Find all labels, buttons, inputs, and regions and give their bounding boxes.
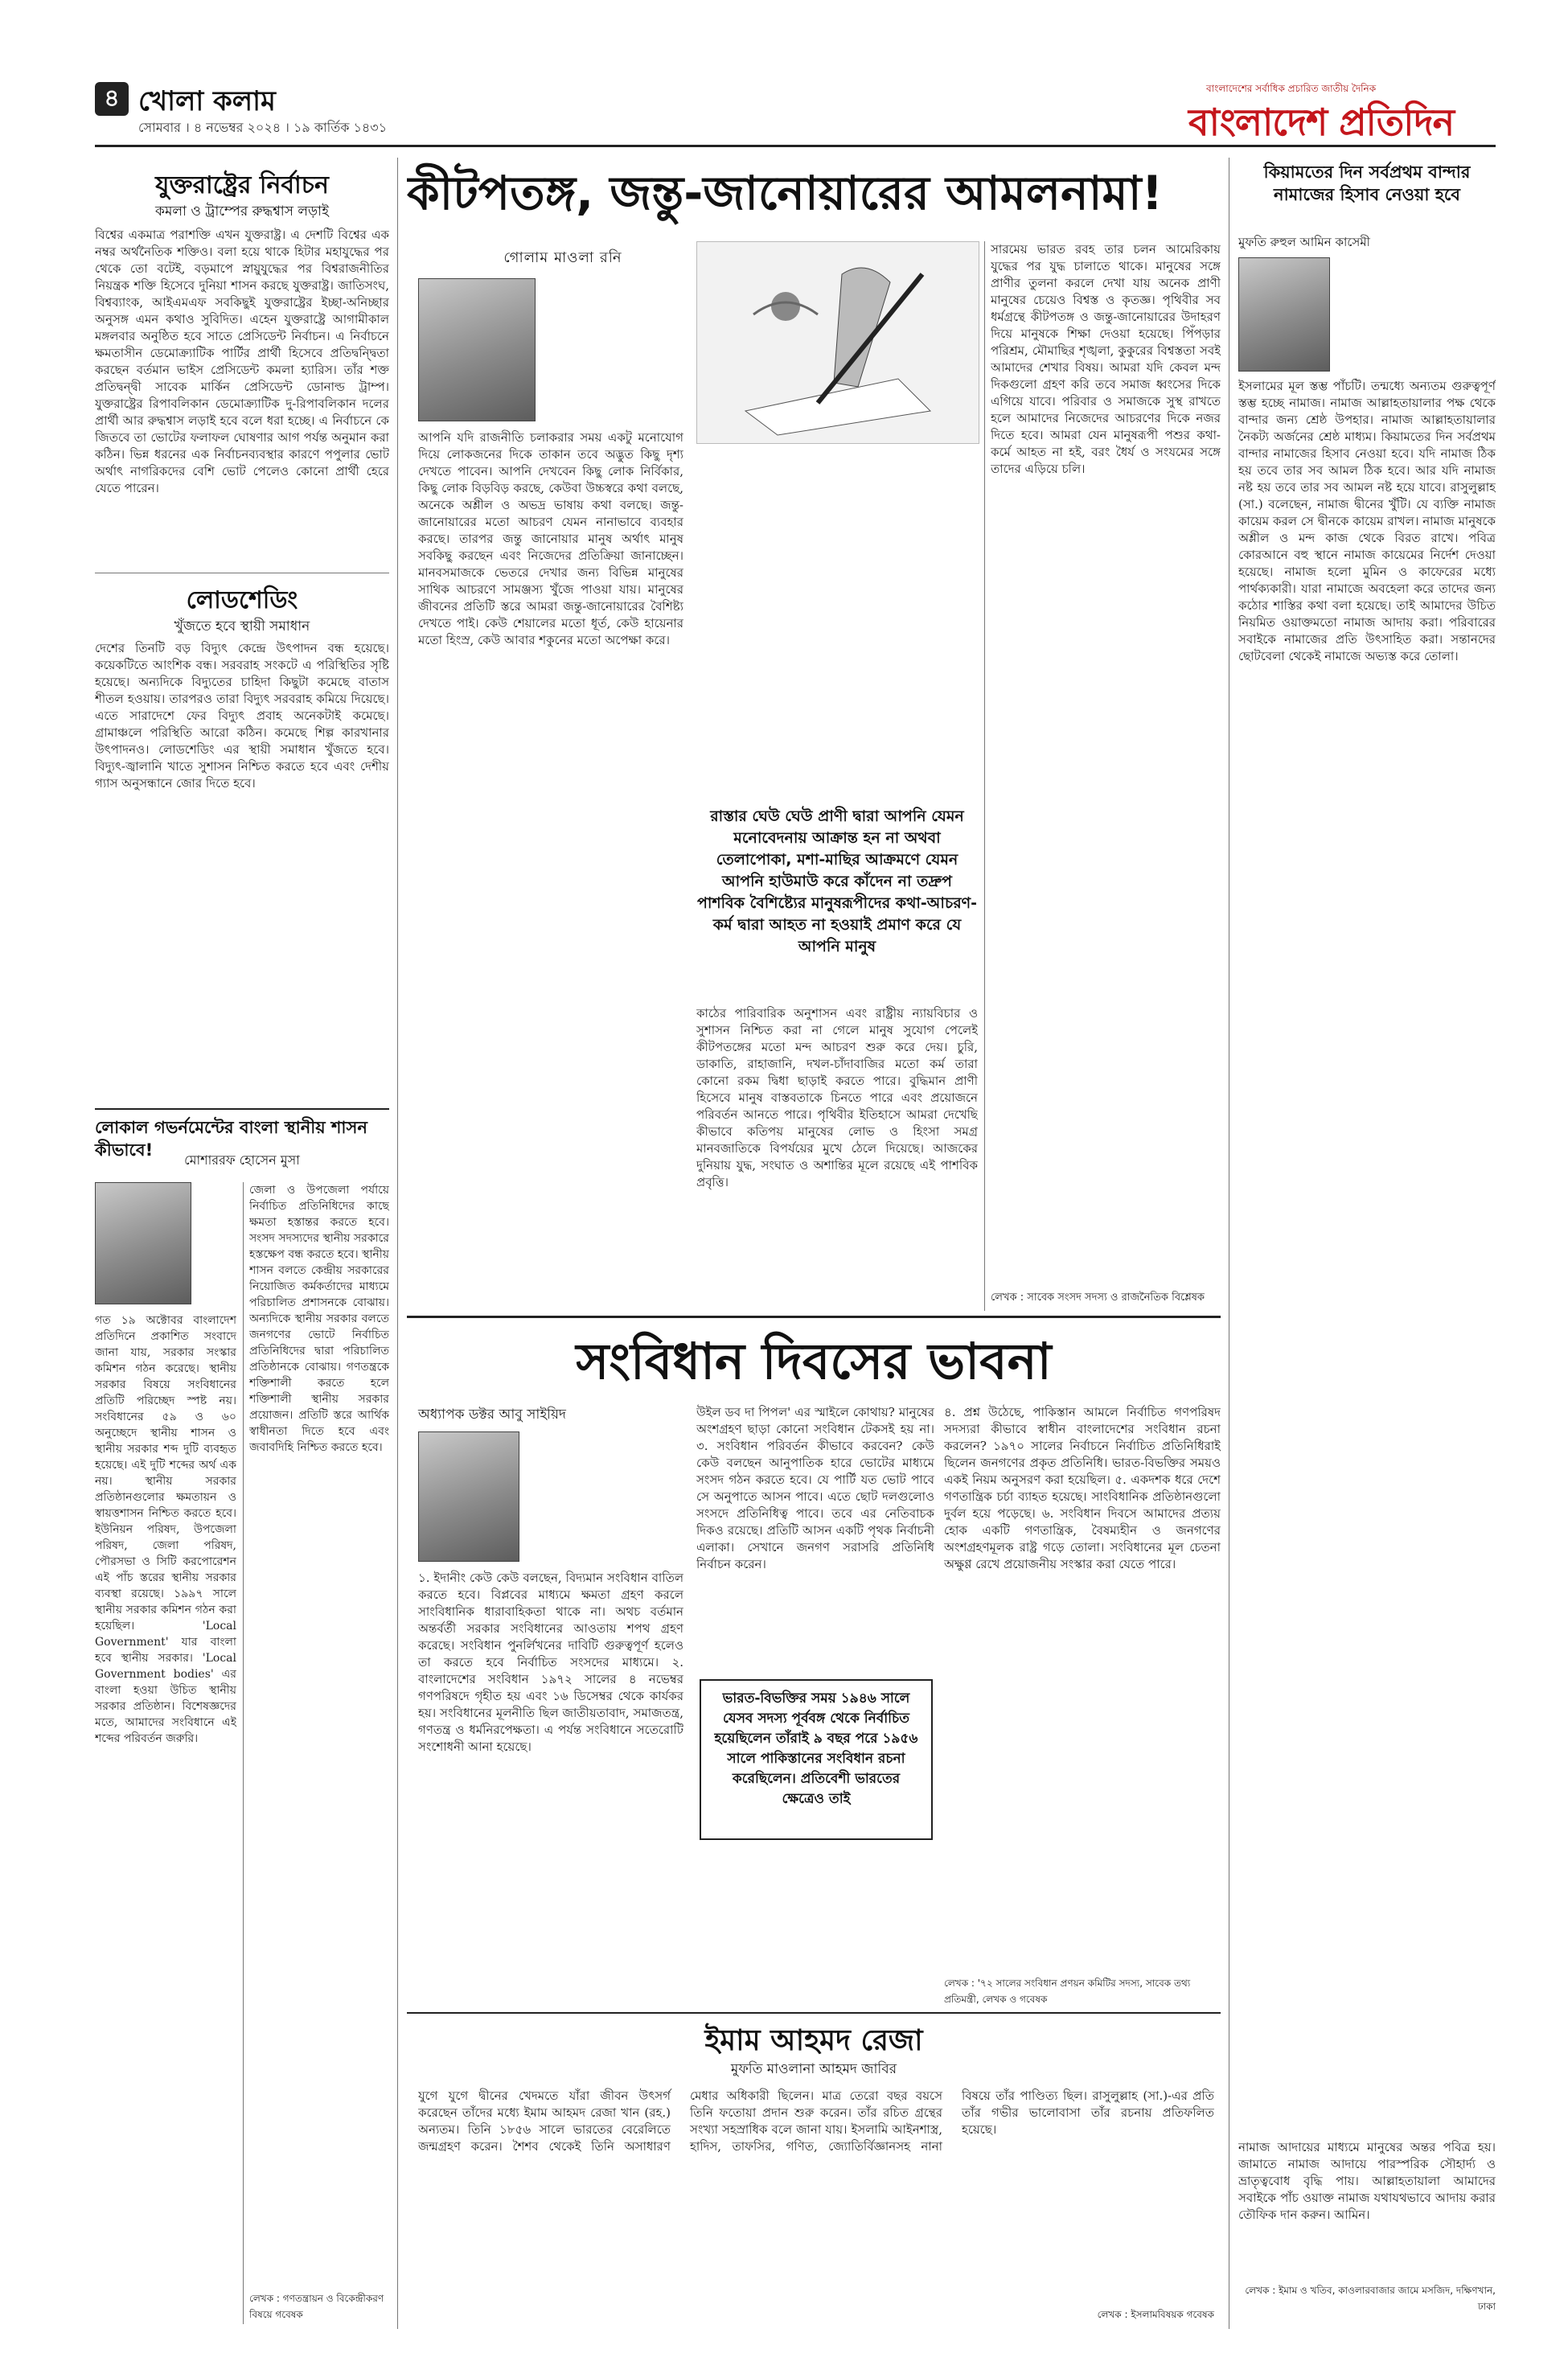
loadshedding-bottom-rule <box>95 1108 389 1110</box>
kit-body: আপনি যদি রাজনীতি চলাকরার সময় একটু মনোযোগ দিয়ে লোকজনের দিকে তাকান তবে অদ্ভুত কিছু দৃশ্য দেখতে পাবেন। আপনি দেখবেন কিছু লোক নির্বিকার, কিছু লোক বিড়বিড় করছে, কেউবা উচ্চস্বরে কথা বলছে, অনেকে অশ্লীল ও অভদ্র ভাষায় কথা বলছে। জন্তু-জানোয়ারের মতো আচরণ যেমন নানাভাবে ব্যবহার করছে। তারপর জন্তু জানোয়ার মানুষ অর্থাৎ মানুষ সবকিছু করছেন এবং নিজেদের প্রতিক্রিয়া জানাচ্ছেন। মানবসমাজকে ভেতরে দেখার জন্য বিভিন্ন মানুষের সাথিক আচরণে সামঞ্জস্য খুঁজে পাওয়া যায়। মানুষের জীবনের প্রতিটি স্তরে আমরা জন্তু-জানোয়ারের বৈশিষ্ট্য দেখতে পাই। কেউ শেয়ালের মতো ধূর্ত, কেউ হায়েনার মতো হিংস্র, কেউ আবার শকুনের মতো অপেক্ষা করে। <box>418 430 683 647</box>
us-election-subtitle: কমলা ও ট্রাম্পের রুদ্ধশ্বাস লড়াই <box>155 203 329 220</box>
masthead-tagline: বাংলাদেশের সর্বাধিক প্রচারিত জাতীয় দৈনিক <box>1206 83 1377 94</box>
kit-illustration <box>696 241 979 444</box>
local-gov-col-divider <box>243 1182 244 2324</box>
kiyamat-body: ইসলামের মূল স্তম্ভ পাঁচটি। তন্মধ্যে অন্যতম গুরুত্বপূর্ণ স্তম্ভ হচ্ছে নামাজ। নামাজ আল্লাহতায়ালার পক্ষ থেকে বান্দার জন্য শ্রেষ্ঠ উপহার। নামাজ আল্লাহতায়ালার নৈকট্য অর্জনের শ্রেষ্ঠ মাধ্যম। কিয়ামতের দিন সর্বপ্রথম বান্দার নামাজের হিসাব নেওয়া হবে। যদি নামাজ ঠিক হয় তবে তার সব আমল ঠিক হবে। আর যদি নামাজ নষ্ট হয় তবে তার সব আমল নষ্ট হয়ে যাবে। রাসুলুল্লাহ (সা.) বলেছেন, নামাজ দ্বীনের খুঁটি। যে ব্যক্তি নামাজ কায়েম করল সে দ্বীনকে কায়েম রাখল। নামাজ মানুষকে অশ্লীল ও মন্দ কাজ থেকে বিরত রাখে। পবিত্র কোরআনে বহু স্থানে নামাজ কায়েমের নির্দেশ দেওয়া হয়েছে। নামাজ হলো মুমিন ও কাফেরের মধ্যে পার্থক্যকারী। যারা নামাজে অবহেলা করে তাদের জন্য কঠোর শাস্তির কথা বলা হয়েছে। তাই আমাদের উচিত নিয়মিত ওয়াক্তমতো নামাজ আদায় করা। পরিবারের সবাইকে নামাজের প্রতি উৎসাহিত করা। সন্তানদের ছোটবেলা থেকেই নামাজে অভ্যস্ত করে তোলা। <box>1238 379 1496 663</box>
kiyamat-body-2: নামাজ আদায়ের মাধ্যমে মানুষের অন্তর পবিত্র হয়। জামাতে নামাজ আদায়ে পারস্পরিক সৌহার্দ্য ও ভ্রাতৃত্ববোধ বৃদ্ধি পায়। আল্লাহতায়ালা আমাদের সবাইকে পাঁচ ওয়াক্ত নামাজ যথাযথভাবে আদায় করার তৌফিক দান করুন। আমিন। <box>1238 2140 1496 2222</box>
sangbidhan-title: সংবিধান দিবসের ভাবনা <box>576 1332 1052 1390</box>
kit-author-photo <box>418 278 536 421</box>
loadshedding-subtitle: খুঁজতে হবে স্থায়ী সমাধান <box>174 618 310 635</box>
sangbidhan-body: ১. ইদানীং কেউ কেউ বলছেন, বিদ্যমান সংবিধান বাতিল করতে হবে। বিপ্লবের মাধ্যমে ক্ষমতা গ্রহণ করলে সাংবিধানিক ধারাবাহিকতা থাকে না। অথচ বর্তমান অন্তর্বর্তী সরকার সংবিধানের আওতায় শপথ গ্রহণ করেছে। সংবিধান পুনর্লিখনের দাবিটি গুরুত্বপূর্ণ হলেও তা করতে হবে নির্বাচিত সংসদের মাধ্যমে। ২. বাংলাদেশের সংবিধান ১৯৭২ সালের ৪ নভেম্বর গণপরিষদে গৃহীত হয় এবং ১৬ ডিসেম্বর থেকে কার্যকর হয়। সংবিধানের মূলনীতি ছিল জাতীয়তাবাদ, সমাজতন্ত্র, গণতন্ত্র ও ধর্মনিরপেক্ষতা। এ পর্যন্ত সংবিধানে সতেরোটি সংশোধনী আনা হয়েছে। <box>418 1571 683 1754</box>
kit-body-3: সারমেয় ভারত রবহ তার চলন আমেরিকায় যুদ্ধের পর যুদ্ধ চালাতে থাকে। মানুষের সঙ্গে প্রাণীর তুলনা করলে দেখা যায় অনেক প্রাণী মানুষের চেয়েও বিশ্বস্ত ও কৃতজ্ঞ। পৃথিবীর সব ধর্মগ্রন্থে কীটপতঙ্গ ও জন্তু-জানোয়ারের উদাহরণ দিয়ে মানুষকে শিক্ষা দেওয়া হয়েছে। পিঁপড়ার পরিশ্রম, মৌমাছির শৃঙ্খলা, কুকুরের বিশ্বস্ততা সবই আমাদের শেখার বিষয়। আমরা যদি কেবল মন্দ দিকগুলো গ্রহণ করি তবে সমাজ ধ্বংসের দিকে এগিয়ে যাবে। পরিবার ও সমাজকে সুস্থ রাখতে হলে আমাদের নিজেদের আচরণের দিকে নজর দিতে হবে। আমরা যেন মানুষরূপী পশুর কথা-কর্মে আহত না হই, বরং ধৈর্য ও সংযমের সঙ্গে তাদের এড়িয়ে চলি। <box>991 242 1221 476</box>
kit-author: গোলাম মাওলা রনি <box>503 249 622 266</box>
loadshedding-body: দেশের তিনটি বড় বিদ্যুৎ কেন্দ্রে উৎপাদন বন্ধ হয়েছে। কয়েকটিতে আংশিক বন্ধ। সরবরাহ সংকটে এ পরিস্থিতির সৃষ্টি হয়েছে। অন্যদিকে বিদ্যুতের চাহিদা কিছুটা কমেছে বাতাস শীতল হওয়ায়। তারপরও তারা বিদ্যুৎ সরবরাহ কমিয়ে দিয়েছে। এতে সারাদেশে ফের বিদ্যুৎ প্রবাহ অনেকটাই কমেছে। গ্রামাঞ্চলে পরিস্থিতি আরো কঠিন। কমেছে শিল্প কারখানার উৎপাদনও। লোডশেডিং এর স্থায়ী সমাধান খুঁজতে হবে। বিদ্যুৎ-জ্বালানি খাতে সুশাসন নিশ্চিত করতে হবে এবং দেশীয় গ্যাস অনুসন্ধানে জোর দিতে হবে। <box>95 641 389 791</box>
loadshedding-title: লোডশেডিং <box>186 586 298 614</box>
local-gov-footer: লেখক : গণতন্ত্রায়ন ও বিকেন্দ্রীকরণ বিষয়ে গবেষক <box>249 2293 384 2320</box>
local-gov-body-2: জেলা ও উপজেলা পর্যায়ে নির্বাচিত প্রতিনিধিদের কাছে ক্ষমতা হস্তান্তর করতে হবে। সংসদ সদস্যদের স্থানীয় সরকারে হস্তক্ষেপ বন্ধ করতে হবে। স্থানীয় শাসন বলতে কেন্দ্রীয় সরকারের নিয়োজিত কর্মকর্তাদের মাধ্যমে পরিচালিত প্রশাসনকে বোঝায়। অন্যদিকে স্থানীয় সরকার বলতে জনগণের ভোটে নির্বাচিত প্রতিনিধিদের দ্বারা পরিচালিত প্রতিষ্ঠানকে বোঝায়। গণতন্ত্রকে শক্তিশালী করতে হলে শক্তিশালী স্থানীয় সরকার প্রয়োজন। প্রতিটি স্তরে আর্থিক স্বাধীনতা দিতে হবে এবং জবাবদিহি নিশ্চিত করতে হবে। <box>249 1184 389 1454</box>
local-gov-body: গত ১৯ অক্টোবর বাংলাদেশ প্রতিদিনে প্রকাশিত সংবাদে জানা যায়, সরকার সংস্কার কমিশন গঠন করেছে। স্থানীয় সরকার বিষয়ে সংবিধানের প্রতিটি পরিচ্ছেদ স্পষ্ট নয়। সংবিধানের ৫৯ ও ৬০ অনুচ্ছেদে স্থানীয় শাসন ও স্থানীয় সরকার শব্দ দুটি ব্যবহৃত হয়েছে। এই দুটি শব্দের অর্থ এক নয়। স্থানীয় সরকার প্রতিষ্ঠানগুলোর ক্ষমতায়ন ও স্বায়ত্তশাসন নিশ্চিত করতে হবে। ইউনিয়ন পরিষদ, উপজেলা পরিষদ, জেলা পরিষদ, পৌরসভা ও সিটি করপোরেশন এই পাঁচ স্তরের স্থানীয় সরকার ব্যবস্থা রয়েছে। ১৯৯৭ সালে স্থানীয় সরকার কমিশন গঠন করা হয়েছিল। 'Local Government' যার বাংলা হবে স্থানীয় সরকার। 'Local Government bodies' এর বাংলা হওয়া উচিত স্থানীয় সরকার প্রতিষ্ঠান। বিশেষজ্ঞদের মতে, আমাদের সংবিধানে এই শব্দের পরিবর্তন জরুরি। <box>95 1314 236 1745</box>
kit-col-divider <box>984 241 985 1311</box>
imam-title: ইমাম আহমদ রেজা <box>704 2024 923 2057</box>
page-number-badge <box>95 82 129 116</box>
header-rule <box>95 145 1496 147</box>
kiyamat-title: কিয়ামতের দিন সর্বপ্রথম বান্দার নামাজের হিসাব নেওয়া হবে <box>1263 162 1471 204</box>
sangbidhan-highlight-box <box>700 1679 933 1840</box>
local-gov-author: মোশাররফ হোসেন মুসা <box>184 1152 300 1168</box>
issue-date: সোমবার । ৪ নভেম্বর ২০২৪ । ১৯ কার্তিক ১৪৩১ <box>138 120 388 135</box>
sangbidhan-body-2: উইল ডব দা পিপল' এর স্মাইলে কোথায়? মানুষের অংশগ্রহণ ছাড়া কোনো সংবিধান টেকসই হয় না। ৩. সংবিধান পরিবর্তন কীভাবে করবেন? কেউ কেউ বলছেন আনুপাতিক হারে ভোটের মাধ্যমে সংসদ গঠন করতে হবে। যে পার্টি যত ভোট পাবে সে অনুপাতে আসন পাবে। এতে ছোট দলগুলোও সংসদে প্রতিনিধিত্ব পাবে। তবে এর নেতিবাচক দিকও রয়েছে। প্রতিটি আসন একটি পৃথক নির্বাচনী এলাকা। সেখানে জনগণ সরাসরি প্রতিনিধি নির্বাচন করেন। <box>696 1405 934 1571</box>
local-gov-author-photo <box>95 1182 191 1304</box>
kiyamat-author-photo <box>1238 257 1330 372</box>
divider-left <box>397 158 398 2329</box>
kiyamat-footer: লেখক : ইমাম ও খতিব, কাওলারবাজার জামে মসজিদ, দক্ষিণখান, ঢাকা <box>1245 2285 1496 2312</box>
sangbidhan-bottom-rule <box>407 2012 1221 2014</box>
kit-title: কীটপতঙ্গ, জন্তু-জানোয়ারের আমলনামা! <box>407 166 1164 220</box>
sangbidhan-highlight-text: ভারত-বিভক্তির সময় ১৯৪৬ সালে যেসব সদস্য পূর্ববঙ্গ থেকে নির্বাচিত হয়েছিলেন তাঁরাই ৯ বছর পরে ১৯৫৬ সালে পাকিস্তানের সংবিধান রচনা করেছিলেন। প্রতিবেশী ভারতের ক্ষেত্রেও তাই <box>714 1690 918 1807</box>
hand-pen-illustration <box>697 242 979 443</box>
section-title: খোলা কলাম <box>138 85 276 117</box>
kit-bottom-rule <box>407 1316 1221 1318</box>
sangbidhan-author-photo <box>418 1431 519 1562</box>
us-election-body: বিশ্বের একমাত্র পরাশক্তি এখন যুক্তরাষ্ট্র। এ দেশটি বিশ্বের এক নম্বর অর্থনৈতিক শক্তিও। বলা হয়ে থাকে হিটার মহাযুদ্ধের পর থেকে তো বটেই, বড়মাপে স্নায়ুযুদ্ধের পর বিশ্বরাজনীতির নিয়ন্ত্রক শক্তি হিসেবে দুনিয়া শাসন করছে যুক্তরাষ্ট্র। জাতিসংঘ, বিশ্বব্যাংক, আইএমএফ সবকিছুই যুক্তরাষ্ট্রের ইচ্ছা-অনিচ্ছার অনুসঙ্গ এমন কথাও সুবিদিত। এহেন যুক্তরাষ্ট্রে আগামীকাল মঙ্গলবার অনুষ্ঠিত হবে সাতে প্রেসিডেন্ট নির্বাচন। এ নির্বাচনে ক্ষমতাসীন ডেমোক্র্যাটিক পার্টির প্রার্থী হিসেবে প্রতিদ্বন্দ্বিতা করছেন বর্তমান ভাইস প্রেসিডেন্ট কমলা হ্যারিস। তাঁর শক্ত প্রতিদ্বন্দ্বী সাবেক মার্কিন প্রেসিডেন্ট ডোনাল্ড ট্রাম্প। যুক্তরাষ্ট্রের রিপাবলিকান ডেমোক্র্যাটিক দু-রিপাবলিকান দলের প্রার্থী আর রুদ্ধশ্বাস লড়াই হবে বলে ধরা হচ্ছে। এ নির্বাচনে কে জিতবে তা ভোটের ফলাফল ঘোষণার আগ পর্যন্ত অনুমান করা কঠিন। ভিন্ন ধরনের এক নির্বাচনব্যবস্থার কারণে পপুলার ভোট অর্থাৎ নাগরিকদের বেশি ভোট পেলেও কোনো প্রার্থী হেরে যেতে পারেন। <box>95 228 389 495</box>
imam-footer: লেখক : ইসলামবিষয়ক গবেষক <box>1097 2309 1214 2320</box>
us-election-title: যুক্তরাষ্ট্রের নির্বাচন <box>155 171 329 199</box>
kit-body-2: কাঠের পারিবারিক অনুশাসন এবং রাষ্ট্রীয় ন্যায়বিচার ও সুশাসন নিশ্চিত করা না গেলে মানুষ সুযোগ পেলেই কীটপতঙ্গের মতো মন্দ আচরণ শুরু করে দেয়। চুরি, ডাকাতি, রাহাজানি, দখল-চাঁদাবাজির মতো কর্ম তারা কোনো রকম দ্বিধা ছাড়াই করতে পারে। বুদ্ধিমান প্রাণী হিসেবে মানুষ বাস্তবতাকে চিনতে পারে এবং প্রয়োজনে পরিবর্তন আনতে পারে। পৃথিবীর ইতিহাসে আমরা দেখেছি কীভাবে কতিপয় মানুষের লোভ ও হিংসা সমগ্র মানবজাতিকে বিপর্যয়ের মুখে ঠেলে দিয়েছে। আজকের দুনিয়ায় যুদ্ধ, সংঘাত ও অশান্তির মূলে রয়েছে এই পাশবিক প্রবৃত্তি। <box>696 1006 978 1189</box>
sangbidhan-body-3: ৪. প্রশ্ন উঠেছে, পাকিস্তান আমলে নির্বাচিত গণপরিষদ সদস্যরা কীভাবে স্বাধীন বাংলাদেশের সংবিধান রচনা করলেন? ১৯৭০ সালের নির্বাচনে নির্বাচিত প্রতিনিধিরাই ছিলেন জনগণের প্রকৃত প্রতিনিধি। ভারত-বিভক্তির সময়ও একই নিয়ম অনুসরণ করা হয়েছিল। ৫. একদশক ধরে দেশে গণতান্ত্রিক চর্চা ব্যাহত হয়েছে। সাংবিধানিক প্রতিষ্ঠানগুলো দুর্বল হয়ে পড়েছে। ৬. সংবিধান দিবসে আমাদের প্রত্যয় হোক একটি গণতান্ত্রিক, বৈষম্যহীন ও জনগণের অংশগ্রহণমূলক রাষ্ট্র গড়ে তোলা। সংবিধানের মূল চেতনা অক্ষুণ্ণ রেখে প্রয়োজনীয় সংস্কার করা যেতে পারে। <box>944 1405 1221 1571</box>
sangbidhan-footer: লেখক : '৭২ সালের সংবিধান প্রণয়ন কমিটির সদস্য, সাবেক তথ্য প্রতিমন্ত্রী, লেখক ও গবেষক <box>944 1978 1191 2005</box>
page-number: ৪ <box>104 84 120 113</box>
kiyamat-author: মুফতি রুহুল আমিন কাসেমী <box>1238 235 1370 249</box>
imam-body: যুগে যুগে দ্বীনের খেদমতে যাঁরা জীবন উৎসর্গ করেছেন তাঁদের মধ্যে ইমাম আহমদ রেজা খান (রহ.) অন্যতম। তিনি ১৮৫৬ সালে ভারতের বেরেলিতে জন্মগ্রহণ করেন। শৈশব থেকেই তিনি অসাধারণ মেধার অধিকারী ছিলেন। মাত্র তেরো বছর বয়সে তিনি ফতোয়া প্রদান শুরু করেন। তাঁর রচিত গ্রন্থের সংখ্যা সহস্রাধিক বলে জানা যায়। ইসলামি আইনশাস্ত্র, হাদিস, তাফসির, গণিত, জ্যোতির্বিজ্ঞানসহ নানা বিষয়ে তাঁর পাণ্ডিত্য ছিল। রাসুলুল্লাহ (সা.)-এর প্রতি তাঁর গভীর ভালোবাসা তাঁর রচনায় প্রতিফলিত হয়েছে। <box>418 2089 1214 2154</box>
kit-pull-quote: রাস্তার ঘেউ ঘেউ প্রাণী দ্বারা আপনি যেমন মনোবেদনায় আক্রান্ত হন না অথবা তেলাপোকা, মশা-মাছির আক্রমণে যেমন আপনি হাউমাউ করে কাঁদেন না তদ্রুপ পাশবিক বৈশিষ্ট্যের মানুষরূপীদের কথা-আচরণ-কর্ম দ্বারা আহত না হওয়াই প্রমাণ করে যে আপনি মানুষ <box>696 807 978 955</box>
kit-footer: লেখক : সাবেক সংসদ সদস্য ও রাজনৈতিক বিশ্লেষক <box>991 1292 1205 1304</box>
sangbidhan-author: অধ্যাপক ডক্টর আবু সাইয়িদ <box>418 1407 566 1423</box>
masthead-logo: বাংলাদেশ প্রতিদিন <box>1188 101 1455 144</box>
local-gov-title: লোকাল গভর্নমেন্টের বাংলা স্থানীয় শাসন কীভাবে! <box>95 1118 367 1160</box>
imam-author: মুফতি মাওলানা আহমদ জাবির <box>730 2061 897 2077</box>
